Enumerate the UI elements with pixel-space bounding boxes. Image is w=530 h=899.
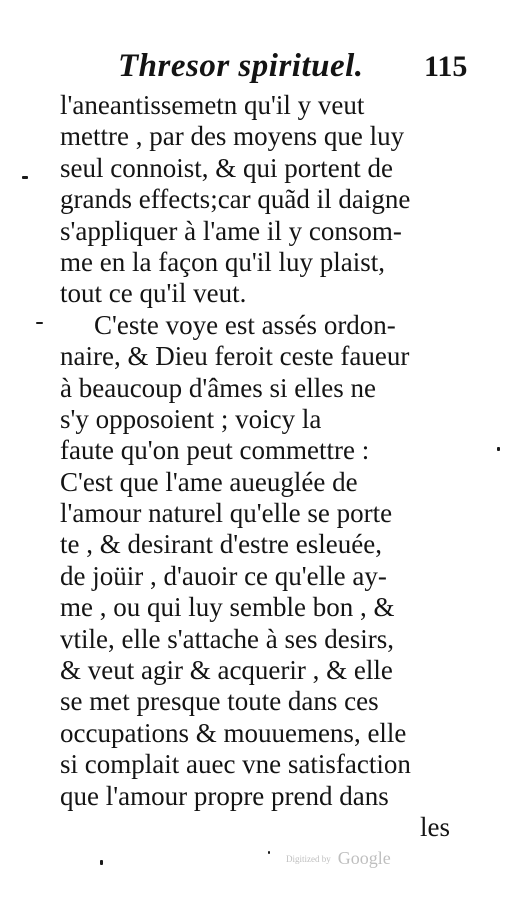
ink-speck: [100, 860, 103, 865]
text-line: & veut agir & acquerir , & elle: [60, 655, 393, 686]
scan-watermark: [286, 848, 391, 869]
text-line: l'aneantissemetn qu'il y veut: [60, 90, 365, 120]
text-line: mettre , par des moyens que luy: [60, 121, 405, 152]
page-number: 115: [424, 50, 468, 83]
running-title: Thresor spirituel.: [118, 48, 364, 84]
catchword: les: [420, 812, 450, 842]
text-line: te , & desirant d'estre esleuée,: [60, 529, 382, 560]
text-line: s'y opposoient ; voicy la: [60, 403, 322, 434]
text-line: si complait auec vne satisfaction: [60, 749, 411, 780]
text-line: se met presque toute dans ces: [60, 686, 379, 717]
text-line: seul connoist, & qui portent de: [60, 152, 393, 183]
text-line: me en la façon qu'il luy plaist,: [60, 246, 386, 277]
body-text: [60, 90, 480, 812]
text-line: naire, & Dieu feroit ceste faueur: [60, 341, 410, 372]
text-line: occupations & mouuemens, elle: [60, 717, 407, 748]
text-line: C'est que l'ame aueuglée de: [60, 466, 358, 497]
text-line: que l'amour propre prend dans: [60, 780, 389, 811]
text-line: l'amour naturel qu'elle se porte: [60, 498, 393, 529]
text-line: s'appliquer à l'ame il y consom-: [60, 215, 402, 246]
watermark-small-text: Digitized by: [286, 853, 331, 864]
ink-speck: [36, 322, 43, 324]
text-line: à beaucoup d'âmes si elles ne: [60, 372, 376, 403]
ink-speck: [268, 851, 270, 854]
ink-speck: [497, 447, 500, 451]
ink-speck: [22, 176, 28, 179]
text-line: de joüir , d'auoir ce qu'elle ay-: [60, 560, 387, 591]
watermark-brand: Google: [337, 848, 391, 868]
text-line: vtile, elle s'attache à ses desirs,: [60, 623, 394, 654]
page-header: [118, 48, 488, 92]
text-line: grands effects;car quãd il daigne: [60, 184, 411, 215]
text-line: faute qu'on peut commettre :: [60, 435, 370, 466]
text-line: C'este voye est assés ordon-: [94, 309, 396, 340]
text-line: me , ou qui luy semble bon , &: [60, 592, 395, 623]
text-line: tout ce qu'il veut.: [60, 278, 247, 309]
